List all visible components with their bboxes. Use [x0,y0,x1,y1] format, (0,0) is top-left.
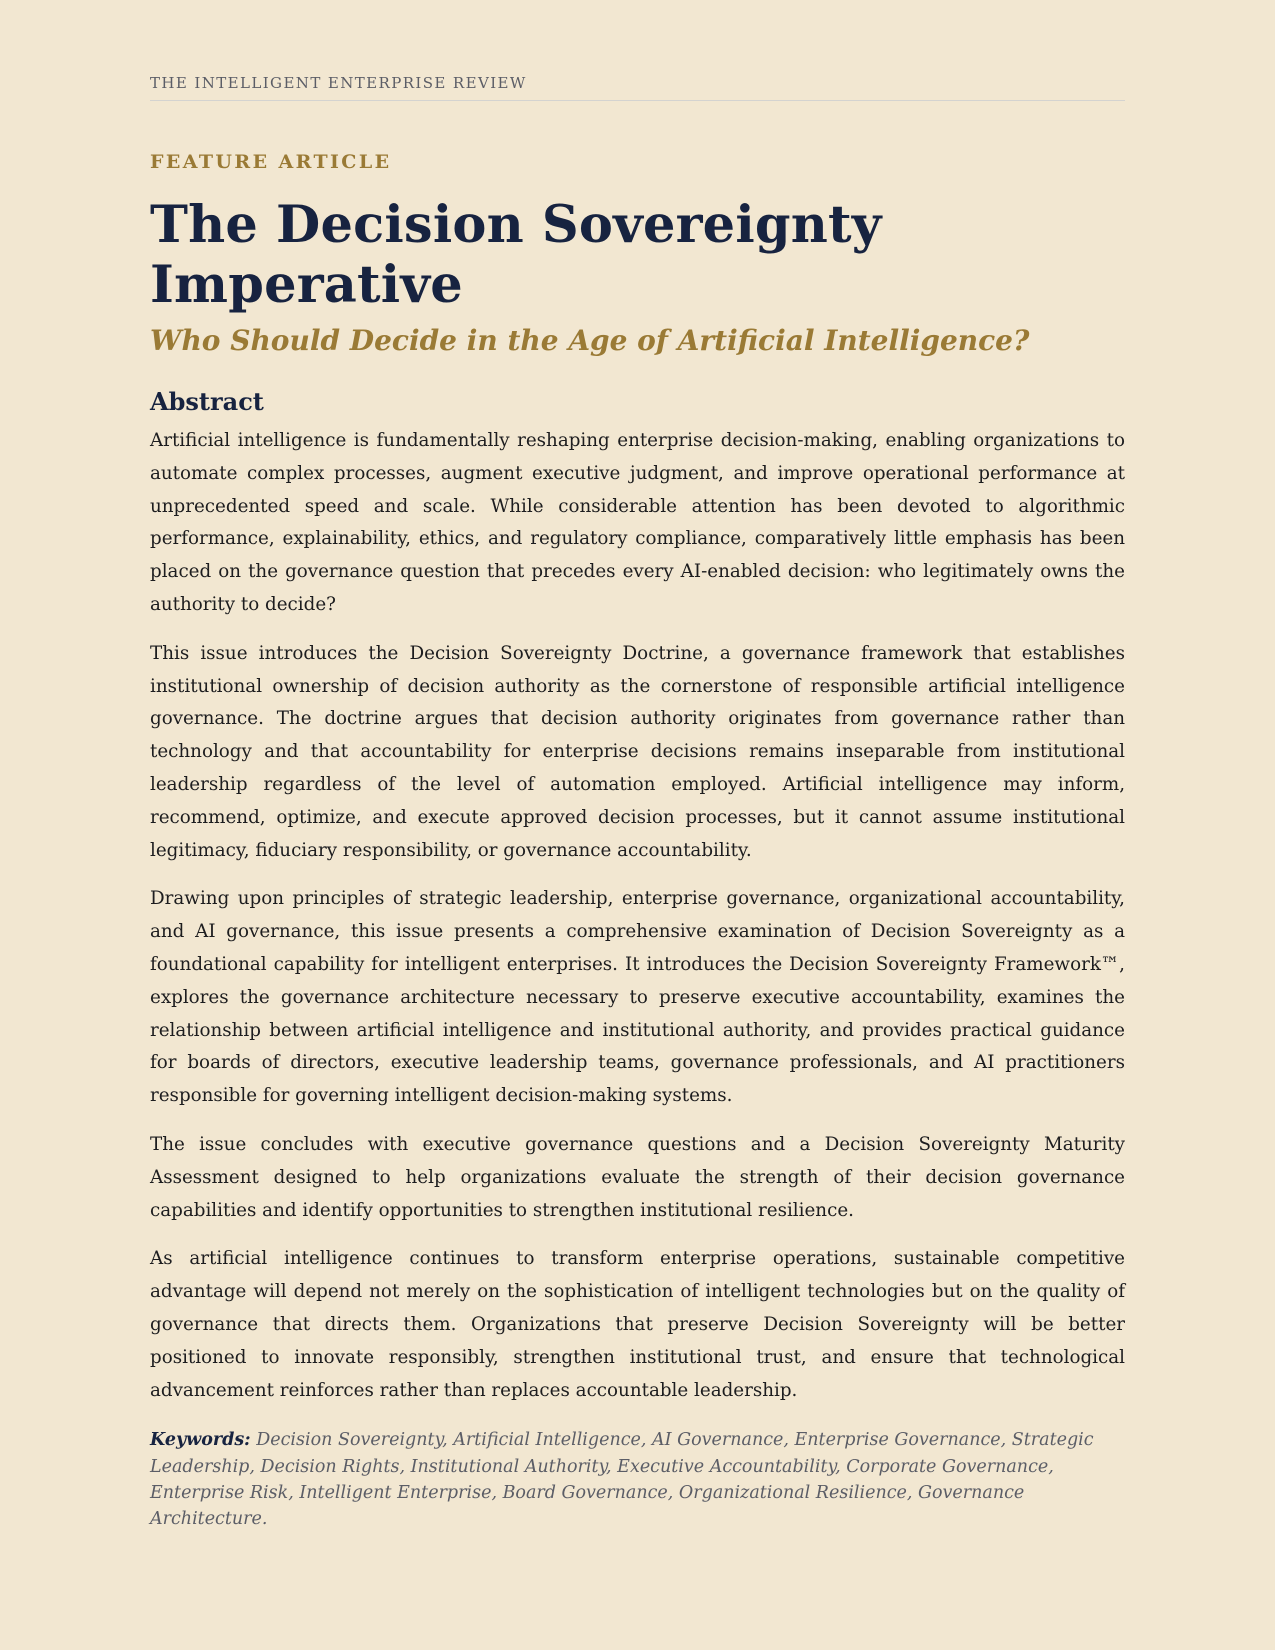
abstract-paragraph: This issue introduces the Decision Sovereignty Doctrine, a governance framework that establishes institutional ownership of decision authority as the cornerstone of responsible artificial intelligence governance. The doctrine argues that decision authority originates from governance rather than technology and that accountability for enterprise decisions remains inseparable from institutional leadership regardless of the level of automation employed. Artificial intelligence may inform, recommend, optimize, and execute approved decision processes, but it cannot assume institutional legitimacy, fiduciary responsibility, or governance accountability. [150,642,1125,861]
abstract-paragraph: As artificial intelligence continues to transform enterprise operations, sustainable competitive advantage will depend not merely on the sophistication of intelligent technologies but on the quality of governance that directs them. Organizations that preserve Decision Sovereignty will be better positioned to innovate responsibly, strengthen institutional trust, and ensure that technological advancement reinforces rather than replaces accountable leadership. [150,1248,1125,1401]
article-title: The Decision Sovereignty Imperative [150,195,882,315]
keywords-list: Decision Sovereignty, Artificial Intelligence, AI Governance, Enterprise Governance, Strategic Leadership, Decision Rights, Institutional Authority, Executive Accountability, Corporate Governance, Enterprise Risk, Intelligent Enterprise, Board Governance, Organizational Resilience, Governance Architecture. [150,1430,1094,1530]
publication-masthead: THE INTELLIGENT ENTERPRISE REVIEW [150,0,1125,101]
abstract-paragraph: Drawing upon principles of strategic leadership, enterprise governance, organizational accountability, and AI governance, this issue presents a comprehensive examination of Decision Sovereignty as a foundational capability for intelligent enterprises. It introduces the Decision Sovereignty Framework™, explores the governance architecture necessary to preserve executive accountability, examines the relationship between artificial intelligence and institutional authority, and provides practical guidance for boards of directors, executive leadership teams, governance professionals, and AI practitioners responsible for governing intelligent decision-making systems. [150,888,1125,1107]
keywords-block [150,1427,1125,1532]
abstract-body [150,425,1125,1407]
abstract-paragraph: The issue concludes with executive governance questions and a Decision Sovereignty Maturity Assessment designed to help organizations evaluate the strength of their decision governance capabilities and identify opportunities to strengthen institutional resilience. [150,1133,1125,1221]
article-subtitle: Who Should Decide in the Age of Artificial Intelligence? [150,324,1030,357]
abstract-paragraph: Artificial intelligence is fundamentally reshaping enterprise decision-making, enabling organizations to automate complex processes, augment executive judgment, and improve operational performance at unprecedented speed and scale. While considerable attention has been devoted to algorithmic performance, explainability, ethics, and regulatory compliance, comparatively little emphasis has been placed on the governance question that precedes every AI-enabled decision: who legitimately owns the authority to decide? [150,430,1125,615]
section-kicker: FEATURE ARTICLE [150,151,392,173]
abstract-heading: Abstract [150,387,264,416]
keywords-label: Keywords: [150,1430,251,1451]
